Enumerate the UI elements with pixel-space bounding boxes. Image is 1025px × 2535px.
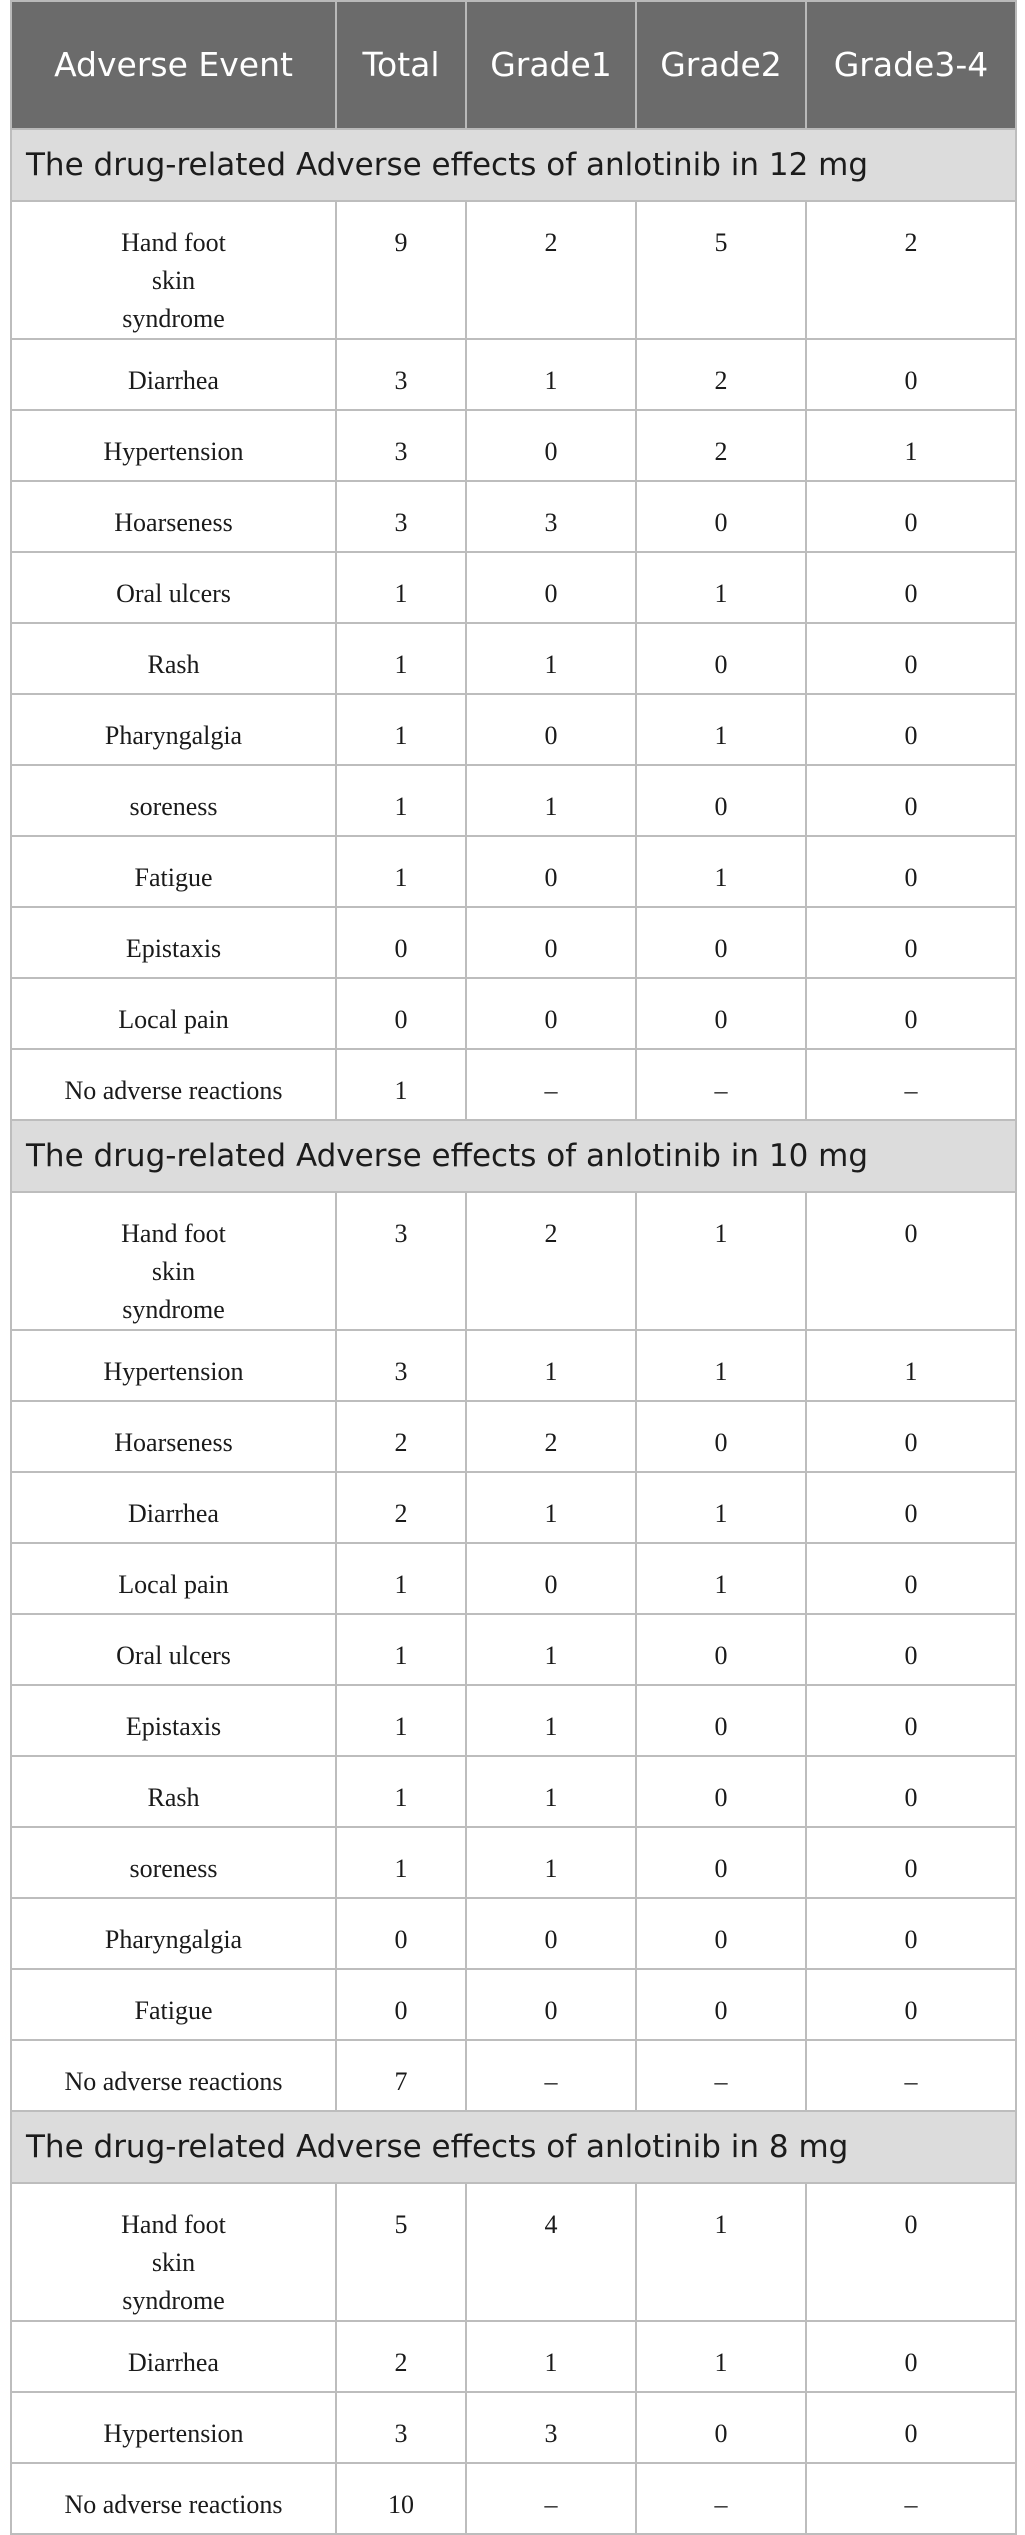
adverse-events-table — [10, 0, 1017, 2535]
event-name-cell: Diarrhea — [11, 2321, 336, 2392]
grade1-cell: 0 — [466, 410, 636, 481]
table-container — [10, 0, 1015, 2535]
event-name-cell: Oral ulcers — [11, 552, 336, 623]
event-name-cell: Rash — [11, 1756, 336, 1827]
grade2-cell: 1 — [636, 2321, 806, 2392]
grade2-cell: 5 — [636, 201, 806, 339]
total-cell: 3 — [336, 2392, 466, 2463]
grade3-4-cell: 0 — [806, 1472, 1016, 1543]
grade2-cell: 1 — [636, 1543, 806, 1614]
total-cell: 1 — [336, 765, 466, 836]
total-cell: 7 — [336, 2040, 466, 2111]
grade3-4-cell: – — [806, 2040, 1016, 2111]
event-name-cell: Hand foot skin syndrome — [11, 1192, 336, 1330]
grade3-4-cell: 0 — [806, 339, 1016, 410]
grade3-4-cell: 0 — [806, 1756, 1016, 1827]
total-cell: 1 — [336, 1614, 466, 1685]
total-cell: 5 — [336, 2183, 466, 2321]
table-row — [11, 1827, 1016, 1898]
table-body — [11, 129, 1016, 2534]
event-name-cell: Local pain — [11, 978, 336, 1049]
grade3-4-cell: 0 — [806, 1685, 1016, 1756]
event-name-cell: No adverse reactions — [11, 2040, 336, 2111]
event-name-cell: soreness — [11, 1827, 336, 1898]
grade1-cell: 1 — [466, 1827, 636, 1898]
total-cell: 3 — [336, 410, 466, 481]
total-cell: 3 — [336, 1192, 466, 1330]
header-grade2: Grade2 — [636, 1, 806, 129]
total-cell: 10 — [336, 2463, 466, 2534]
grade3-4-cell: 0 — [806, 2183, 1016, 2321]
grade1-cell: 1 — [466, 1472, 636, 1543]
table-row — [11, 2463, 1016, 2534]
table-row — [11, 978, 1016, 1049]
table-row — [11, 836, 1016, 907]
header-total: Total — [336, 1, 466, 129]
grade2-cell: 2 — [636, 339, 806, 410]
event-name-cell: Hoarseness — [11, 1401, 336, 1472]
table-row — [11, 1614, 1016, 1685]
grade3-4-cell: 0 — [806, 1192, 1016, 1330]
grade1-cell: 0 — [466, 552, 636, 623]
grade2-cell: 1 — [636, 836, 806, 907]
total-cell: 1 — [336, 1049, 466, 1120]
table-row — [11, 201, 1016, 339]
grade3-4-cell: 0 — [806, 2321, 1016, 2392]
grade3-4-cell: 0 — [806, 978, 1016, 1049]
event-name-cell: Fatigue — [11, 836, 336, 907]
grade1-cell: 0 — [466, 978, 636, 1049]
total-cell: 0 — [336, 1969, 466, 2040]
table-row — [11, 1543, 1016, 1614]
table-row — [11, 1756, 1016, 1827]
total-cell: 2 — [336, 2321, 466, 2392]
grade2-cell: 1 — [636, 694, 806, 765]
table-row — [11, 1472, 1016, 1543]
grade1-cell: 0 — [466, 1969, 636, 2040]
grade1-cell: 2 — [466, 1192, 636, 1330]
event-name-cell: Fatigue — [11, 1969, 336, 2040]
table-row — [11, 2183, 1016, 2321]
grade3-4-cell: 0 — [806, 1543, 1016, 1614]
grade1-cell: 3 — [466, 2392, 636, 2463]
total-cell: 9 — [336, 201, 466, 339]
grade2-cell: 0 — [636, 1827, 806, 1898]
total-cell: 2 — [336, 1401, 466, 1472]
section-header-row — [11, 1120, 1016, 1192]
table-row — [11, 907, 1016, 978]
grade3-4-cell: 0 — [806, 765, 1016, 836]
event-name-cell: Pharyngalgia — [11, 1898, 336, 1969]
grade3-4-cell: 0 — [806, 836, 1016, 907]
grade1-cell: 1 — [466, 623, 636, 694]
section-header-row — [11, 2111, 1016, 2183]
table-row — [11, 1969, 1016, 2040]
section-title: The drug-related Adverse effects of anlotinib in 12 mg — [11, 129, 1016, 201]
event-name-cell: Diarrhea — [11, 1472, 336, 1543]
grade3-4-cell: 1 — [806, 410, 1016, 481]
total-cell: 1 — [336, 1685, 466, 1756]
event-name-cell: Hypertension — [11, 410, 336, 481]
section-title: The drug-related Adverse effects of anlotinib in 8 mg — [11, 2111, 1016, 2183]
grade1-cell: – — [466, 2463, 636, 2534]
grade2-cell: 0 — [636, 765, 806, 836]
event-name-cell: Oral ulcers — [11, 1614, 336, 1685]
table-row — [11, 1192, 1016, 1330]
grade1-cell: – — [466, 1049, 636, 1120]
table-row — [11, 2392, 1016, 2463]
grade1-cell: 4 — [466, 2183, 636, 2321]
grade2-cell: 0 — [636, 907, 806, 978]
section-header-row — [11, 129, 1016, 201]
grade3-4-cell: 0 — [806, 2392, 1016, 2463]
grade1-cell: 2 — [466, 201, 636, 339]
grade2-cell: 0 — [636, 1898, 806, 1969]
grade1-cell: – — [466, 2040, 636, 2111]
grade1-cell: 1 — [466, 1756, 636, 1827]
event-name-cell: Rash — [11, 623, 336, 694]
total-cell: 1 — [336, 1827, 466, 1898]
grade2-cell: 1 — [636, 1192, 806, 1330]
total-cell: 0 — [336, 1898, 466, 1969]
table-row — [11, 410, 1016, 481]
total-cell: 3 — [336, 339, 466, 410]
total-cell: 1 — [336, 1756, 466, 1827]
grade1-cell: 3 — [466, 481, 636, 552]
grade1-cell: 1 — [466, 765, 636, 836]
total-cell: 3 — [336, 481, 466, 552]
grade3-4-cell: 0 — [806, 1614, 1016, 1685]
table-row — [11, 1330, 1016, 1401]
grade3-4-cell: 0 — [806, 1898, 1016, 1969]
total-cell: 1 — [336, 552, 466, 623]
grade2-cell: 2 — [636, 410, 806, 481]
grade2-cell: – — [636, 2040, 806, 2111]
grade1-cell: 1 — [466, 339, 636, 410]
grade3-4-cell: 0 — [806, 552, 1016, 623]
grade1-cell: 1 — [466, 1330, 636, 1401]
total-cell: 2 — [336, 1472, 466, 1543]
grade2-cell: 0 — [636, 2392, 806, 2463]
grade2-cell: 0 — [636, 978, 806, 1049]
grade1-cell: 1 — [466, 2321, 636, 2392]
grade1-cell: 0 — [466, 907, 636, 978]
table-row — [11, 694, 1016, 765]
grade2-cell: 0 — [636, 1614, 806, 1685]
table-row — [11, 1049, 1016, 1120]
section-title: The drug-related Adverse effects of anlotinib in 10 mg — [11, 1120, 1016, 1192]
grade3-4-cell: 1 — [806, 1330, 1016, 1401]
table-row — [11, 1401, 1016, 1472]
grade2-cell: 1 — [636, 1330, 806, 1401]
grade1-cell: 0 — [466, 836, 636, 907]
event-name-cell: Hoarseness — [11, 481, 336, 552]
grade1-cell: 0 — [466, 694, 636, 765]
table-row — [11, 765, 1016, 836]
grade2-cell: 0 — [636, 1756, 806, 1827]
grade2-cell: – — [636, 1049, 806, 1120]
header-row — [11, 1, 1016, 129]
event-name-cell: Epistaxis — [11, 1685, 336, 1756]
total-cell: 1 — [336, 623, 466, 694]
event-name-cell: Hand foot skin syndrome — [11, 201, 336, 339]
grade2-cell: 0 — [636, 623, 806, 694]
event-name-cell: No adverse reactions — [11, 2463, 336, 2534]
table-row — [11, 623, 1016, 694]
event-name-cell: Local pain — [11, 1543, 336, 1614]
grade2-cell: 0 — [636, 1401, 806, 1472]
event-name-cell: Hand foot skin syndrome — [11, 2183, 336, 2321]
event-name-cell: soreness — [11, 765, 336, 836]
grade2-cell: 1 — [636, 2183, 806, 2321]
grade2-cell: – — [636, 2463, 806, 2534]
header-adverse-event: Adverse Event — [11, 1, 336, 129]
event-name-cell: Epistaxis — [11, 907, 336, 978]
table-row — [11, 1898, 1016, 1969]
grade2-cell: 1 — [636, 552, 806, 623]
grade3-4-cell: 0 — [806, 1969, 1016, 2040]
total-cell: 1 — [336, 836, 466, 907]
grade2-cell: 0 — [636, 1685, 806, 1756]
grade1-cell: 2 — [466, 1401, 636, 1472]
grade2-cell: 0 — [636, 1969, 806, 2040]
event-name-cell: Hypertension — [11, 2392, 336, 2463]
grade3-4-cell: 2 — [806, 201, 1016, 339]
table-row — [11, 2040, 1016, 2111]
grade3-4-cell: 0 — [806, 1827, 1016, 1898]
event-name-cell: Pharyngalgia — [11, 694, 336, 765]
total-cell: 1 — [336, 694, 466, 765]
grade3-4-cell: – — [806, 1049, 1016, 1120]
grade1-cell: 0 — [466, 1543, 636, 1614]
header-grade1: Grade1 — [466, 1, 636, 129]
event-name-cell: Diarrhea — [11, 339, 336, 410]
grade3-4-cell: 0 — [806, 694, 1016, 765]
grade1-cell: 1 — [466, 1685, 636, 1756]
table-row — [11, 339, 1016, 410]
grade3-4-cell: 0 — [806, 623, 1016, 694]
table-row — [11, 552, 1016, 623]
table-row — [11, 1685, 1016, 1756]
event-name-cell: Hypertension — [11, 1330, 336, 1401]
total-cell: 1 — [336, 1543, 466, 1614]
grade2-cell: 1 — [636, 1472, 806, 1543]
grade3-4-cell: 0 — [806, 1401, 1016, 1472]
table-row — [11, 2321, 1016, 2392]
grade3-4-cell: – — [806, 2463, 1016, 2534]
total-cell: 0 — [336, 907, 466, 978]
grade2-cell: 0 — [636, 481, 806, 552]
grade3-4-cell: 0 — [806, 907, 1016, 978]
total-cell: 0 — [336, 978, 466, 1049]
grade1-cell: 0 — [466, 1898, 636, 1969]
grade1-cell: 1 — [466, 1614, 636, 1685]
header-grade3-4: Grade3-4 — [806, 1, 1016, 129]
grade3-4-cell: 0 — [806, 481, 1016, 552]
table-row — [11, 481, 1016, 552]
event-name-cell: No adverse reactions — [11, 1049, 336, 1120]
total-cell: 3 — [336, 1330, 466, 1401]
